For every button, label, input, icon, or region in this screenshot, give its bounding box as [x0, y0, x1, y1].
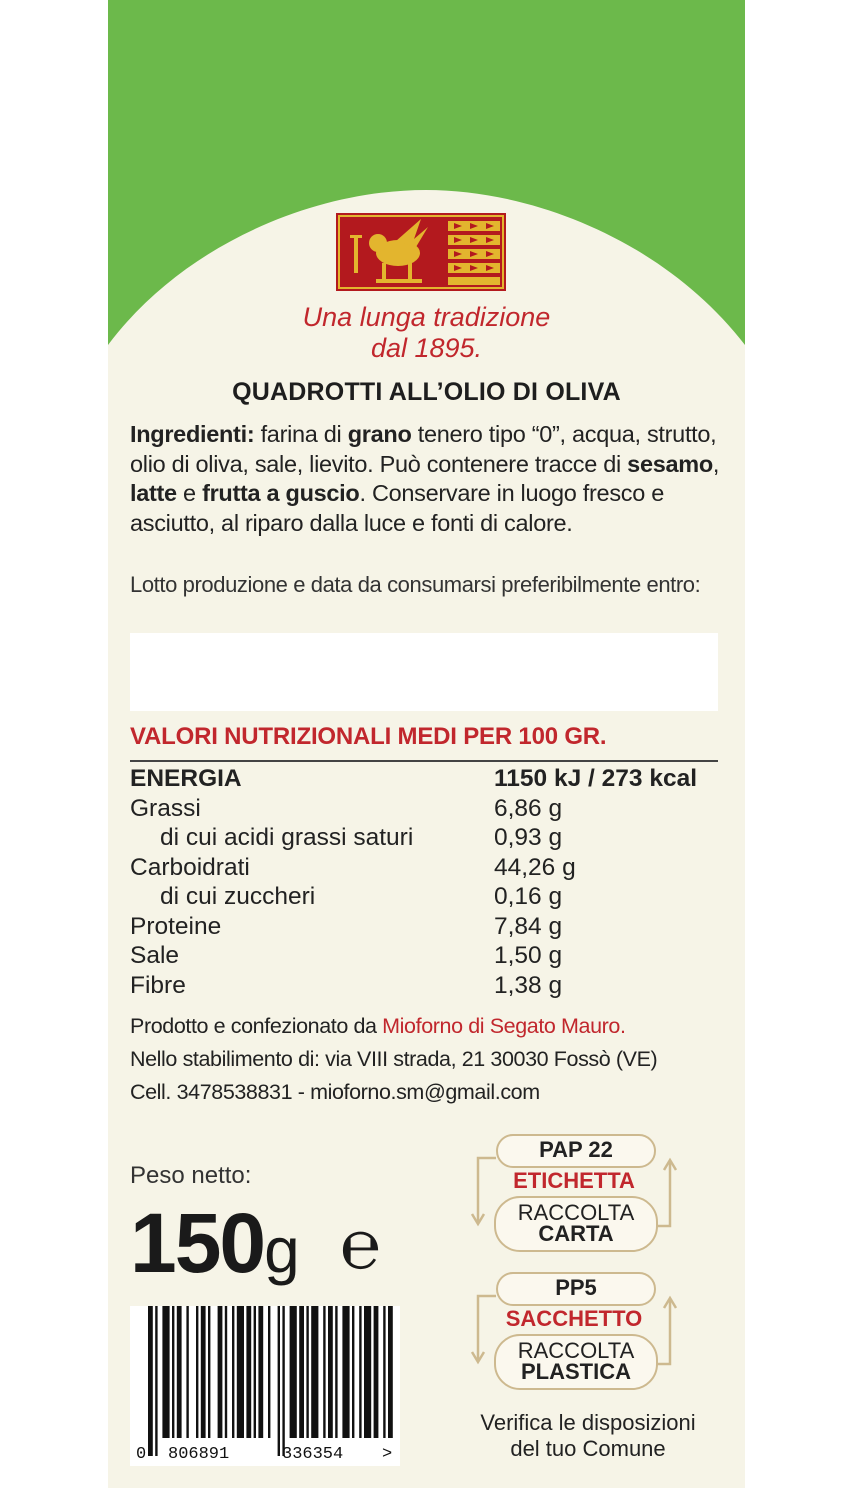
barcode-bar: [201, 1306, 206, 1438]
nutrient-name: Proteine: [130, 912, 222, 940]
nutrient-name: Grassi: [130, 794, 201, 822]
ingredients-label: Ingredienti:: [130, 421, 255, 447]
barcode-bar: [335, 1306, 337, 1438]
barcode-digits-left: 806891: [168, 1445, 230, 1464]
barcode-bar: [258, 1306, 263, 1438]
barcode-bar: [218, 1306, 223, 1438]
ingredients-part: e: [176, 480, 203, 506]
barcode-digits-right: 336354: [282, 1445, 344, 1464]
disposal-text: [494, 1340, 658, 1382]
nutrient-name: di cui acidi grassi saturi: [160, 824, 414, 851]
verify-line-2: del tuo Comune: [510, 1436, 666, 1461]
ingredients-text: [130, 420, 730, 538]
nutrient-value: 7,84 g: [494, 912, 563, 940]
estimated-sign-icon: ℮: [340, 1207, 381, 1283]
component-name: ETICHETTA: [513, 1168, 635, 1193]
material-code: PAP 22: [539, 1137, 613, 1162]
producer-address: Nello stabilimento di: via VIII strada, 21 30030 Fossò (VE): [130, 1047, 658, 1071]
barcode-bar: [148, 1306, 153, 1456]
lotto-print-area: [130, 633, 718, 711]
barcode-bar: [254, 1306, 256, 1438]
barcode-bar: [323, 1306, 325, 1438]
barcode-bar: [352, 1306, 354, 1438]
verify-line-1: Verifica le disposizioni: [480, 1410, 696, 1435]
producer-contact: Cell. 3478538831 - mioforno.sm@gmail.com: [130, 1080, 540, 1104]
tagline-line-2: dal 1895.: [370, 333, 483, 363]
nutrition-row: [130, 794, 730, 824]
nutrient-name: ENERGIA: [130, 765, 242, 792]
barcode-digit: 0: [136, 1445, 147, 1464]
barcode-bar: [388, 1306, 393, 1438]
net-weight-unit: g: [264, 1214, 300, 1286]
lotto-text: Lotto produzione e data da consumarsi preferibilmente entro:: [130, 572, 701, 597]
nutrition-row: [130, 853, 730, 883]
nutrient-value: 1150 kJ / 273 kcal: [494, 765, 697, 792]
net-weight-number: 150: [130, 1196, 265, 1290]
recycling-block-bag: [468, 1268, 680, 1392]
barcode-bar: [306, 1306, 308, 1438]
producer-name: Mioforno di Segato Mauro.: [382, 1014, 626, 1038]
tagline-line-1: Una lunga tradizione: [302, 302, 551, 332]
disposal-line-2: PLASTICA: [521, 1359, 631, 1384]
barcode-bar: [162, 1306, 169, 1438]
product-label: [108, 0, 745, 1488]
disposal-line-1: RACCOLTA: [517, 1200, 635, 1225]
nutrition-row: [130, 941, 730, 971]
venice-flag-icon: [336, 213, 506, 291]
verify-note: [448, 1410, 728, 1462]
producer-line: [130, 1010, 740, 1043]
material-code: PP5: [555, 1275, 597, 1300]
barcode: [130, 1306, 400, 1466]
barcode-bar: [278, 1306, 280, 1456]
component-name: SACCHETTO: [505, 1306, 643, 1331]
barcode-bar: [328, 1306, 333, 1438]
nutrition-table: [130, 764, 730, 1000]
disposal-line-1: RACCOLTA: [517, 1338, 635, 1363]
disposal-text: [494, 1202, 658, 1244]
barcode-bar: [364, 1306, 371, 1438]
barcode-bar: [359, 1306, 361, 1438]
recycling-block-label: [468, 1130, 680, 1254]
nutrition-title: VALORI NUTRIZIONALI MEDI PER 100 GR.: [130, 723, 607, 750]
producer-prefix: Prodotto e confezionato da: [130, 1014, 383, 1038]
nutrition-row: [130, 823, 730, 853]
barcode-bar: [186, 1306, 188, 1438]
ingredients-part: tenero tipo “0”, acqua, strutto, olio di oliva, sale, lievito. Può contenere tracce di: [130, 421, 717, 477]
barcode-bar: [290, 1306, 297, 1438]
ingredients-part: farina di: [254, 421, 348, 447]
product-title: QUADROTTI ALL’OLIO DI OLIVA: [232, 378, 621, 406]
net-weight-label: Peso netto:: [130, 1162, 252, 1189]
nutrient-value: 44,26 g: [494, 853, 576, 881]
barcode-bar: [208, 1306, 210, 1438]
producer-info: [130, 1010, 740, 1109]
nutrient-value: 0,16 g: [494, 883, 563, 910]
allergen-sesamo: sesamo: [627, 450, 713, 477]
nutrition-row: [130, 912, 730, 942]
nutrient-name: Fibre: [130, 971, 186, 999]
allergen-latte: latte: [130, 480, 177, 506]
nutrient-name: di cui zuccheri: [160, 883, 316, 910]
ingredients-part: ,: [712, 450, 720, 477]
allergen-frutta-a-guscio: frutta a guscio: [202, 480, 360, 506]
nutrient-name: Carboidrati: [130, 853, 250, 881]
barcode-bar: [374, 1306, 379, 1438]
tagline: [108, 302, 745, 364]
allergen-grano: grano: [347, 421, 412, 447]
nutrient-value: 6,86 g: [494, 794, 563, 822]
barcode-bar: [342, 1306, 349, 1438]
barcode-bar: [237, 1306, 244, 1438]
nutrient-value: 0,93 g: [494, 824, 563, 851]
nutrient-name: Sale: [130, 942, 180, 969]
barcode-bar: [299, 1306, 304, 1438]
nutrition-row: [130, 971, 730, 1001]
barcode-bar: [246, 1306, 251, 1438]
nutrient-value: 1,50 g: [494, 942, 563, 969]
barcode-bar: [311, 1306, 318, 1438]
nutrition-row: [130, 764, 730, 794]
ingredients-part: . Conservare in luogo fresco e asciutto, al riparo dalla luce e fonti di calore.: [130, 480, 664, 536]
barcode-bar: [282, 1306, 284, 1456]
barcode-bar: [225, 1306, 227, 1438]
barcode-quiet-mark: >: [382, 1445, 393, 1464]
nutrition-row: [130, 882, 730, 912]
barcode-bar: [172, 1306, 174, 1438]
barcode-bar: [232, 1306, 234, 1438]
barcode-bar: [177, 1306, 182, 1438]
barcode-bar: [383, 1306, 385, 1438]
nutrition-divider: [130, 760, 718, 762]
disposal-line-2: CARTA: [538, 1221, 614, 1246]
barcode-bar: [196, 1306, 198, 1438]
nutrient-value: 1,38 g: [494, 971, 563, 999]
net-weight-value: [130, 1198, 300, 1295]
barcode-bar: [155, 1306, 157, 1456]
barcode-bar: [268, 1306, 270, 1438]
